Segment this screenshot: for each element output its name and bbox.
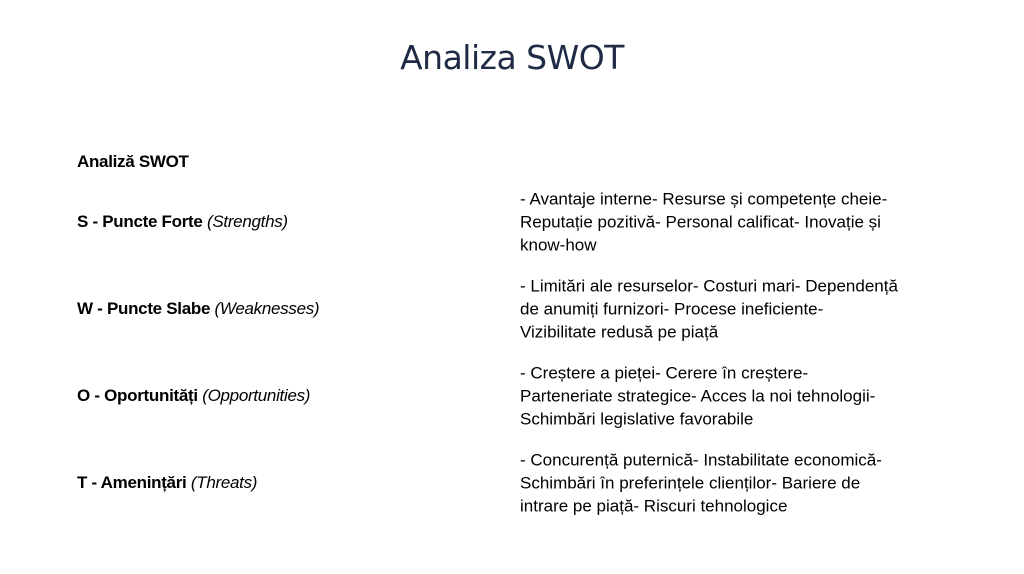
description-line: - Concurență puternică- Instabilitate economică- bbox=[520, 450, 882, 470]
row-label bbox=[77, 473, 257, 493]
description-line: - Creștere a pieței- Cerere în creștere- bbox=[520, 363, 809, 383]
row-description bbox=[520, 275, 960, 344]
swot-row-strengths bbox=[0, 182, 1024, 262]
description-line: Schimbări în preferințele clienților- Bariere de bbox=[520, 473, 861, 493]
swot-row-threats bbox=[0, 443, 1024, 523]
description-line: Parteneriate strategice- Acces la noi tehnologii- bbox=[520, 386, 876, 406]
row-label-main: O - Oportunități bbox=[77, 386, 198, 405]
row-description bbox=[520, 188, 960, 257]
row-label-main: S - Puncte Forte bbox=[77, 212, 203, 231]
description-line: know-how bbox=[520, 235, 597, 255]
row-label-english: (Threats) bbox=[190, 473, 258, 492]
section-heading: Analiză SWOT bbox=[77, 152, 189, 171]
description-line: de anumiți furnizori- Procese ineficiente- bbox=[520, 299, 824, 319]
row-label-english: (Strengths) bbox=[207, 212, 288, 231]
description-line: - Avantaje interne- Resurse și competențe cheie- bbox=[520, 189, 888, 209]
slide-title: Analiza SWOT bbox=[400, 38, 624, 77]
description-line: Schimbări legislative favorabile bbox=[520, 409, 754, 429]
row-label-main: T - Amenințări bbox=[77, 473, 187, 492]
swot-row-weaknesses bbox=[0, 269, 1024, 349]
row-label bbox=[77, 386, 310, 406]
description-line: - Limitări ale resurselor- Costuri mari- Dependență bbox=[520, 276, 898, 296]
row-description bbox=[520, 362, 960, 431]
swot-row-opportunities bbox=[0, 356, 1024, 436]
row-label-main: W - Puncte Slabe bbox=[77, 299, 211, 318]
row-label-english: (Opportunities) bbox=[202, 386, 311, 405]
row-label-english: (Weaknesses) bbox=[214, 299, 320, 318]
description-line: Vizibilitate redusă pe piață bbox=[520, 322, 719, 342]
row-label bbox=[77, 212, 288, 232]
row-description bbox=[520, 449, 960, 518]
row-label bbox=[77, 299, 319, 319]
description-line: intrare pe piață- Riscuri tehnologice bbox=[520, 496, 788, 516]
description-line: Reputație pozitivă- Personal calificat- Inovație și bbox=[520, 212, 881, 232]
